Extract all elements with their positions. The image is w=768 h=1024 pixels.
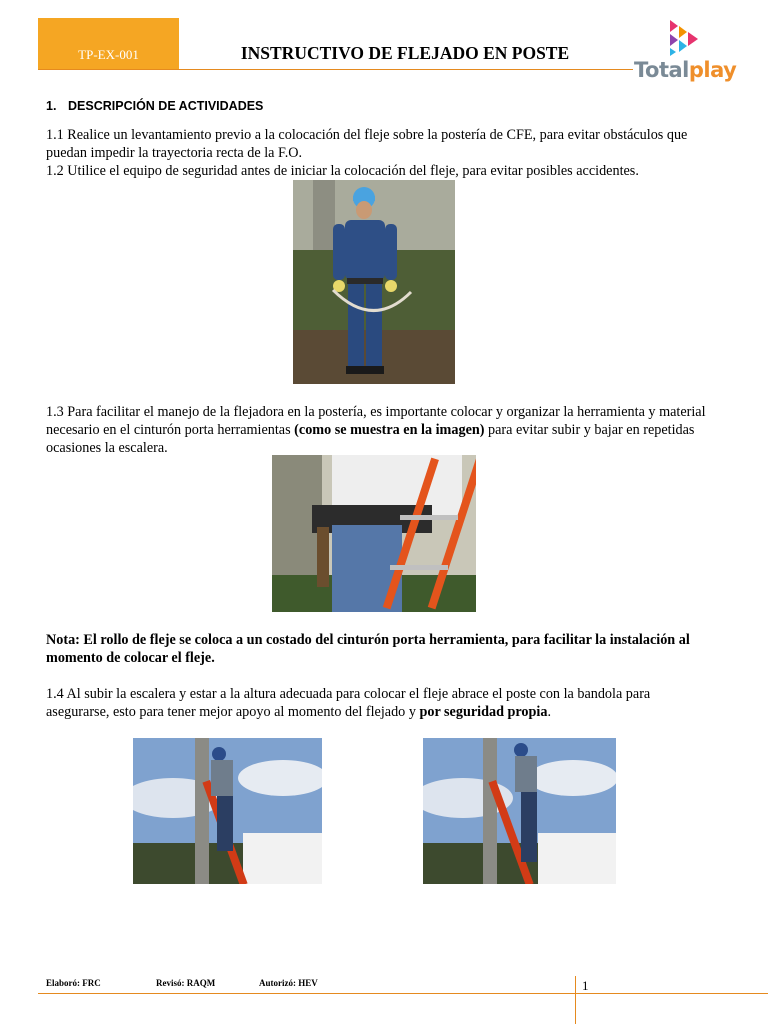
section-number: 1. bbox=[46, 99, 57, 113]
footer-vertical-divider bbox=[575, 976, 576, 1024]
logo-triangles-icon bbox=[634, 18, 734, 58]
footer-elaboro: Elaboró: FRC bbox=[46, 978, 101, 988]
paragraph-1-2: 1.2 Utilice el equipo de seguridad antes de iniciar la colocación del fleje, para evitar posibles accidentes. bbox=[46, 163, 639, 179]
paragraph-1-1: 1.1 Realice un levantamiento previo a la colocación del fleje sobre la postería de CFE, para evitar obstáculos que puedan impedir la trayectoria recta de la F.O. bbox=[46, 127, 688, 161]
document-title: INSTRUCTIVO DE FLEJADO EN POSTE bbox=[240, 43, 570, 63]
photo-worker-safety-equipment bbox=[293, 180, 455, 384]
document-code-box bbox=[38, 18, 179, 70]
note-paragraph: Nota: El rollo de fleje se coloca a un costado del cinturón porta herramienta, para facilitar la instalación al momento de colocar el fleje. bbox=[46, 632, 690, 666]
header-divider bbox=[38, 69, 633, 70]
paragraph-1-4: 1.4 Al subir la escalera y estar a la altura adecuada para colocar el fleje abrace el poste con la bandola para asegurarse, esto para tener mejor apoyo al momento del flejado y por seguridad propia. bbox=[46, 686, 651, 720]
logo-wordmark: Totalplay bbox=[634, 58, 737, 82]
document-code: TP-EX-001 bbox=[78, 47, 139, 62]
section-title: DESCRIPCIÓN DE ACTIVIDADES bbox=[68, 99, 264, 113]
page-number: 1 bbox=[582, 978, 589, 993]
totalplay-logo bbox=[634, 18, 737, 88]
photo-worker-on-ladder-left bbox=[133, 738, 322, 884]
section-heading bbox=[46, 99, 263, 113]
paragraph-1-3: 1.3 Para facilitar el manejo de la flejadora en la postería, es importante colocar y organizar la herramienta y material necesario en el cinturón porta herramientas (como se muestra en la imagen) para evitar subir y bajar en repetidas ocasiones la escalera. bbox=[46, 404, 706, 456]
photo-tool-belt-ladder bbox=[272, 455, 476, 612]
paragraph-1-1-1-2 bbox=[46, 126, 706, 180]
footer-autorizo: Autorizó: HEV bbox=[259, 978, 318, 988]
footer-divider bbox=[38, 993, 768, 994]
footer-reviso: Revisó: RAQM bbox=[156, 978, 216, 988]
photo-worker-on-ladder-right bbox=[423, 738, 616, 884]
